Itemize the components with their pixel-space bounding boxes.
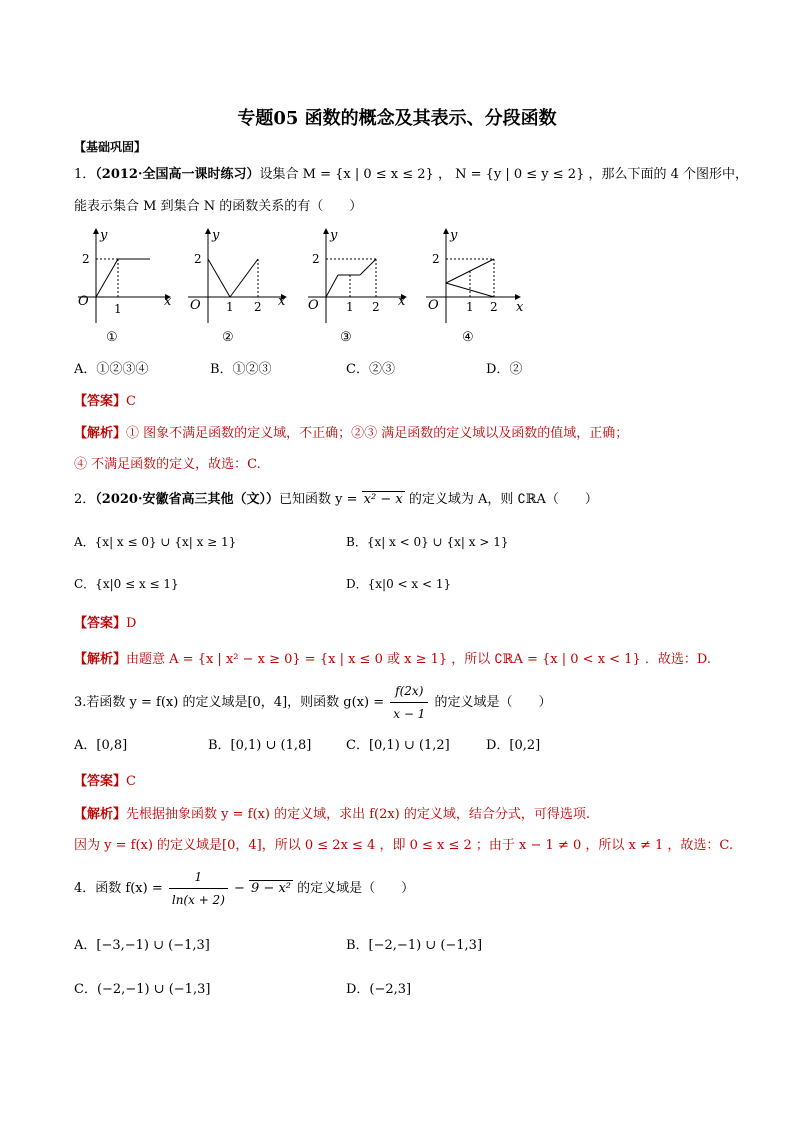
- graph-2: [188, 228, 286, 345]
- q4-option-a: A．[−3,−1) ∪ (−1,3]: [74, 938, 210, 953]
- q4-option-b: B．[−2,−1) ∪ (−1,3]: [346, 938, 483, 953]
- q3-option-d: D．[0,2]: [486, 738, 541, 753]
- graph-1: [78, 228, 172, 345]
- q4-option-d: D．(−2,3]: [346, 982, 412, 997]
- q4-stem: 4．函数 f(x) = $\frac{1}{\ln(x + 2)}$ − 9 − x² 的定义域是（ ）: [74, 866, 414, 911]
- svg-text:x: x: [278, 294, 286, 309]
- q3-stem: 3.若函数 y = f(x) 的定义域是[0，4]，则函数 g(x) = $\frac{f(2x)}{x - 1}$ 的定义域是（ ）: [74, 680, 551, 725]
- q1-line2: 能表示集合 M 到集合 N 的函数关系的有（ ）: [74, 199, 363, 214]
- q1-option-c: C．②③: [346, 362, 395, 377]
- svg-text:1: 1: [114, 302, 122, 316]
- svg-text:O: O: [78, 294, 89, 309]
- q2-source: （2020·安徽省高三其他（文））: [95, 492, 279, 507]
- q3-option-b: B．[0,1) ∪ (1,8]: [208, 738, 312, 753]
- svg-text:y: y: [450, 228, 458, 243]
- q2-option-b: B．{x| x < 0} ∪ {x| x > 1}: [346, 535, 509, 549]
- svg-text:O: O: [190, 298, 201, 313]
- q3-fraction: $\frac{f(2x)}{x - 1}$: [390, 680, 428, 725]
- q1-answer: 【答案】C: [74, 394, 136, 409]
- q3-analysis-line1: 【解析】先根据抽象函数 y = f(x) 的定义域，求出 f(2x) 的定义域，结合分式，可得选项.: [74, 807, 591, 822]
- svg-text:2: 2: [194, 252, 202, 266]
- q2-stem: 2．（2020·安徽省高三其他（文））已知函数 y = x² − x 的定义域为 A，则 ∁ℝA（ ）: [74, 492, 598, 507]
- q2-analysis: 【解析】由题意 A = {x | x² − x ≥ 0} = {x | x ≤ 0 或 x ≥ 1} ，所以 ∁ℝA = {x | 0 < x < 1} ．故选：D.: [74, 652, 711, 667]
- graph-label-2: ②: [222, 330, 234, 345]
- q1-option-b: B．①②③: [210, 362, 272, 377]
- svg-text:y: y: [330, 228, 338, 243]
- graph-4: [426, 228, 524, 345]
- section-heading: 【基础巩固】: [74, 140, 147, 154]
- svg-text:O: O: [308, 298, 319, 313]
- page-title: 专题05 函数的概念及其表示、分段函数: [237, 108, 557, 129]
- q2-answer: 【答案】D: [74, 616, 137, 631]
- q1-option-a: A．①②③④: [74, 362, 149, 377]
- svg-text:1: 1: [346, 300, 354, 314]
- graph-3: [308, 228, 406, 345]
- q1-analysis-line1: 【解析】① 图象不满足函数的定义域，不正确；②③ 满足函数的定义域以及函数的值域，正确；: [74, 426, 629, 441]
- q3-option-a: A．[0,8]: [74, 738, 128, 753]
- svg-text:2: 2: [372, 300, 380, 314]
- svg-text:1: 1: [226, 300, 234, 314]
- svg-text:O: O: [428, 298, 439, 313]
- svg-text:2: 2: [254, 300, 262, 314]
- q1-graphs: [70, 225, 540, 350]
- q4-option-c: C．(−2,−1) ∪ (−1,3]: [74, 982, 211, 997]
- svg-text:2: 2: [490, 300, 498, 314]
- graph-label-4: ④: [462, 330, 474, 345]
- graph-label-3: ③: [340, 330, 352, 345]
- svg-text:y: y: [100, 228, 108, 243]
- svg-text:y: y: [212, 228, 220, 243]
- q2-option-d: D．{x|0 < x < 1}: [346, 577, 452, 591]
- q1-source: （2012·全国高一课时练习）: [95, 167, 260, 182]
- q4-fraction: $\frac{1}{\ln(x + 2)}$: [169, 866, 228, 911]
- q1-line1: 1．（2012·全国高一课时练习）设集合 M = {x | 0 ≤ x ≤ 2} ， N = {y | 0 ≤ y ≤ 2} ，那么下面的 4 个图形中，: [74, 167, 749, 182]
- q2-option-c: C．{x|0 ≤ x ≤ 1}: [74, 577, 179, 591]
- svg-text:1: 1: [466, 300, 474, 314]
- svg-text:2: 2: [312, 252, 320, 266]
- q3-option-c: C．[0,1) ∪ (1,2]: [346, 738, 450, 753]
- q1-option-d: D．②: [486, 362, 523, 377]
- q3-answer: 【答案】C: [74, 774, 136, 789]
- svg-text:2: 2: [432, 252, 440, 266]
- q1-analysis-line2: ④ 不满足函数的定义，故选：C.: [74, 457, 261, 472]
- svg-text:x: x: [516, 300, 524, 315]
- graph-label-1: ①: [106, 330, 118, 345]
- svg-text:x: x: [398, 294, 406, 309]
- svg-text:x: x: [164, 294, 172, 309]
- q2-option-a: A．{x| x ≤ 0} ∪ {x| x ≥ 1}: [74, 535, 237, 549]
- svg-text:2: 2: [82, 252, 90, 266]
- q3-analysis-line2: 因为 y = f(x) 的定义域是[0，4]，所以 0 ≤ 2x ≤ 4 ，即 0 ≤ x ≤ 2 ；由于 x − 1 ≠ 0 ，所以 x ≠ 1 ，故选：C.: [74, 838, 734, 853]
